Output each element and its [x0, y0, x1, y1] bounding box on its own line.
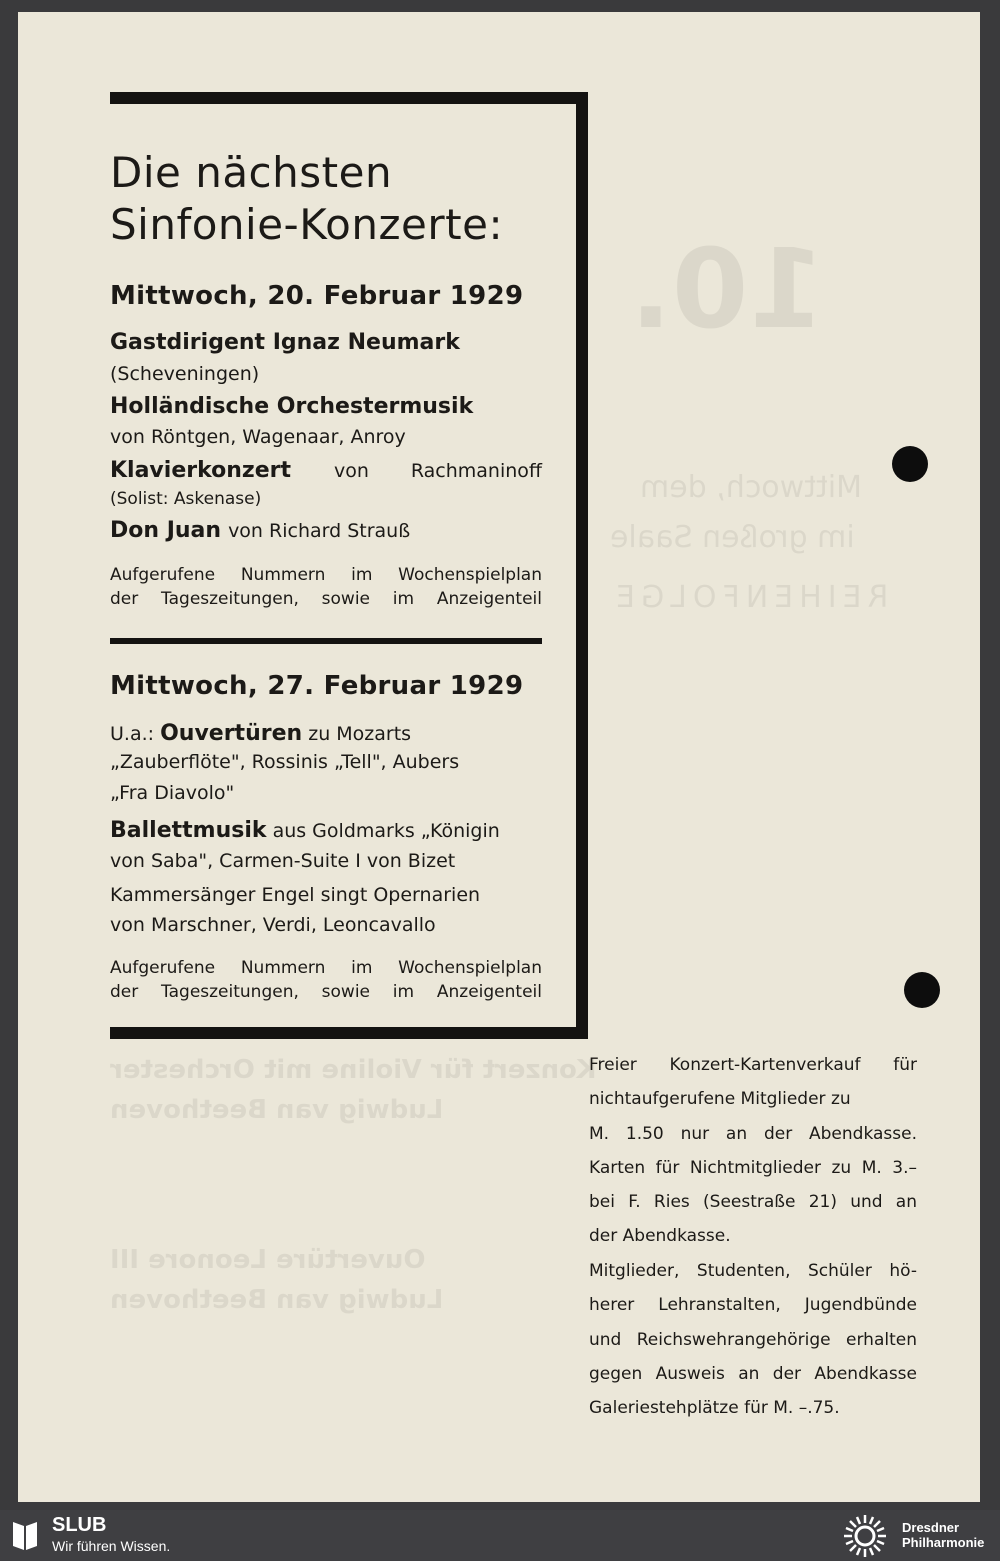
ticket-info-line: Mitglieder, Studenten, Schüler hö- [589, 1261, 917, 1281]
title-line-1: Die nächsten [110, 148, 393, 197]
concert-2-note-line-2: der Tageszeitungen, sowie im Anzeigenteil [110, 982, 542, 1002]
philharmonie-logo-icon [842, 1513, 888, 1559]
page-title [110, 147, 503, 251]
library-tagline: Wir führen Wissen. [52, 1538, 171, 1554]
concert-1-item-2-title: Klavierkonzert [110, 458, 291, 483]
concert-1-item-2 [110, 458, 542, 483]
concert-1-item-1-detail: von Röntgen, Wagenaar, Anroy [110, 426, 406, 448]
punch-hole [904, 972, 940, 1008]
concert-1-note-line-2: der Tageszeitungen, sowie im Anzeigenteil [110, 589, 542, 609]
concert-1-conductor: Gastdirigent Ignaz Neumark [110, 330, 460, 355]
ticket-info-line: herer Lehranstalten, Jugendbünde [589, 1295, 917, 1315]
concert-2-item-1-prefix: U.a.: [110, 723, 155, 745]
concert-1-item-3-detail: von Richard Strauß [228, 520, 411, 542]
ticket-info-line: Karten für Nichtmitglieder zu M. 3.– [589, 1158, 917, 1178]
book-icon [10, 1518, 40, 1552]
concert-1-date: Mittwoch, 20. Februar 1929 [110, 281, 524, 311]
library-name: SLUB [52, 1514, 107, 1536]
punch-hole [892, 446, 928, 482]
ticket-info-line: und Reichswehrangehörige erhalten [589, 1330, 917, 1350]
concert-2-item-1-title: Ouvertüren [160, 721, 303, 746]
partner-name-line-2: Philharmonie [902, 1535, 985, 1550]
concert-2-item-1 [110, 721, 411, 746]
ticket-info-line: der Abendkasse. [589, 1226, 731, 1246]
concert-2-item-1-rest: zu Mozarts [308, 723, 412, 745]
ticket-info-line: nichtaufgerufene Mitglieder zu [589, 1089, 851, 1109]
ticket-info-line: bei F. Ries (Seestraße 21) und an [589, 1192, 917, 1212]
concert-1-conductor-origin: (Scheveningen) [110, 363, 260, 385]
concert-1-item-3 [110, 518, 410, 543]
concert-1-item-1-title: Holländische Orchestermusik [110, 394, 474, 419]
concert-1-note-line-1: Aufgerufene Nummern im Wochenspielplan [110, 565, 542, 585]
concert-2-item-1-line-2: „Zauberflöte", Rossinis „Tell", Aubers [110, 751, 460, 773]
partner-name [902, 1520, 984, 1550]
concert-2-item-2-rest: aus Goldmarks „Königin [272, 820, 500, 842]
ticket-info-line: Freier Konzert-Kartenverkauf für [589, 1055, 917, 1075]
concert-2-date: Mittwoch, 27. Februar 1929 [110, 671, 524, 701]
concert-2-item-3-line-2: von Marschner, Verdi, Leoncavallo [110, 914, 436, 936]
ticket-info-line: Galeriestehplätze für M. –.75. [589, 1398, 840, 1418]
title-line-2: Sinfonie-Konzerte: [110, 200, 504, 249]
concert-2-item-1-line-3: „Fra Diavolo" [110, 782, 235, 804]
ticket-info-line: gegen Ausweis an der Abendkasse [589, 1364, 917, 1384]
concert-1-item-3-title: Don Juan [110, 518, 222, 543]
section-divider [110, 638, 542, 644]
concert-2-item-3-line-1: Kammersänger Engel singt Opernarien [110, 884, 481, 906]
partner-name-line-1: Dresdner [902, 1520, 960, 1535]
concert-1-item-2-soloist: (Solist: Askenase) [110, 489, 262, 509]
concert-1-item-2-detail: von Rachmaninoff [333, 460, 542, 482]
concert-2-item-2-line-2: von Saba", Carmen-Suite I von Bizet [110, 850, 456, 872]
ticket-info-line: M. 1.50 nur an der Abendkasse. [589, 1124, 917, 1144]
concert-2-note-line-1: Aufgerufene Nummern im Wochenspielplan [110, 958, 542, 978]
concert-2-item-2 [110, 818, 500, 843]
concert-2-item-2-title: Ballettmusik [110, 818, 267, 843]
footer-bar [0, 1510, 1000, 1561]
